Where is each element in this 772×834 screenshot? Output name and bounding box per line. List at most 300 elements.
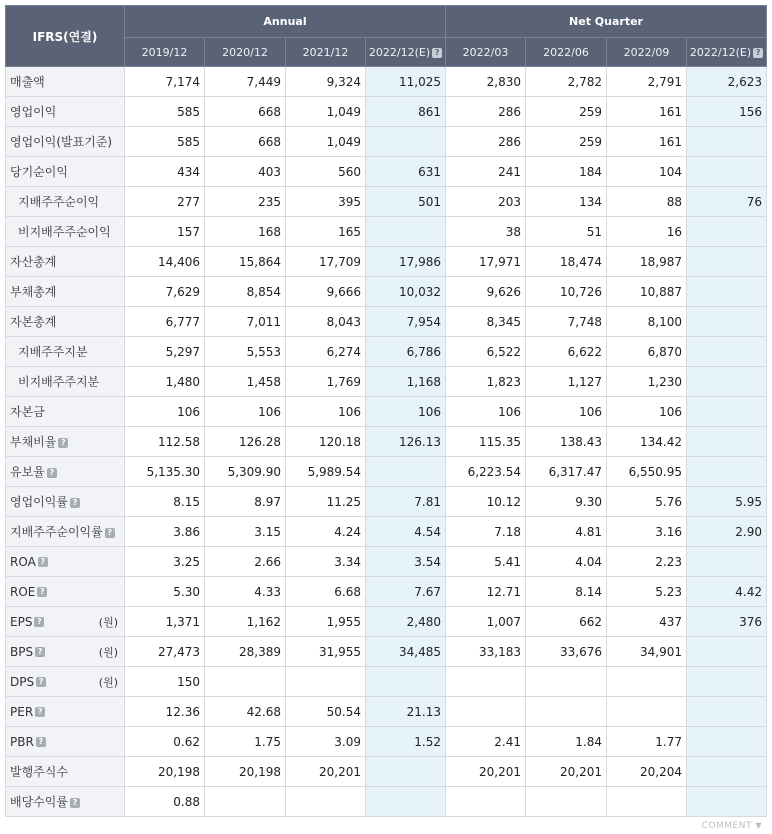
table-cell: 8,854 [205,277,286,307]
chevron-down-icon: ▼ [755,821,762,830]
table-cell: 138.43 [526,427,607,457]
table-row [6,547,767,577]
table-cell [526,667,607,697]
table-cell: 4.42 [687,577,767,607]
table-cell: 5.76 [607,487,687,517]
table-cell: 106 [125,397,205,427]
table-cell: 17,709 [286,247,366,277]
help-icon[interactable]: ? [34,617,44,627]
table-cell: 235 [205,187,286,217]
table-cell: 1.52 [366,727,446,757]
table-cell: 10,032 [366,277,446,307]
table-cell: 2,830 [446,67,526,97]
table-cell: 5.41 [446,547,526,577]
help-icon[interactable]: ? [35,647,45,657]
table-cell: 17,971 [446,247,526,277]
table-cell: 8.97 [205,487,286,517]
table-cell: 31,955 [286,637,366,667]
table-corner-header: IFRS(연결) [6,6,125,67]
table-cell: 6,870 [607,337,687,367]
period-header [687,38,767,67]
table-cell: 4.54 [366,517,446,547]
comment-toggle[interactable] [702,821,762,831]
table-cell: 27,473 [125,637,205,667]
row-label-text: 영업이익률 [10,495,68,509]
table-row [6,97,767,127]
table-cell: 1,480 [125,367,205,397]
table-cell [366,217,446,247]
table-row [6,637,767,667]
table-cell: 33,183 [446,637,526,667]
row-label [6,457,125,487]
table-cell: 1,162 [205,607,286,637]
table-cell: 33,676 [526,637,607,667]
table-row [6,157,767,187]
table-cell: 2,480 [366,607,446,637]
table-cell [607,667,687,697]
table-cell: 8.14 [526,577,607,607]
table-cell: 34,485 [366,637,446,667]
table-row [6,397,767,427]
row-label-text: 자본총계 [10,315,57,329]
table-cell: 403 [205,157,286,187]
row-label-text: 비지배주주순이익 [18,225,111,239]
table-cell: 2.90 [687,517,767,547]
table-cell: 3.09 [286,727,366,757]
table-cell: 0.62 [125,727,205,757]
row-label [6,577,125,607]
table-cell: 286 [446,97,526,127]
table-cell: 42.68 [205,697,286,727]
period-label: 2022/12(E) [368,45,431,59]
help-icon[interactable]: ? [35,707,45,717]
table-cell: 6,777 [125,307,205,337]
table-cell: 20,198 [125,757,205,787]
table-cell: 7,449 [205,67,286,97]
table-cell: 9,666 [286,277,366,307]
table-cell: 6.68 [286,577,366,607]
table-cell [687,427,767,457]
table-cell [687,727,767,757]
table-cell: 1,168 [366,367,446,397]
table-cell: 9,626 [446,277,526,307]
row-label-text: 영업이익 [10,105,57,119]
row-label-text: 영업이익(발표기준) [10,135,113,149]
table-cell: 1,127 [526,367,607,397]
table-cell [366,457,446,487]
row-label-text: BPS [10,644,34,659]
period-label: 2020/12 [222,45,268,59]
table-cell [526,697,607,727]
help-icon[interactable]: ? [36,737,46,747]
table-cell [366,787,446,817]
row-label-text: 발행주식수 [10,765,68,779]
table-cell: 115.35 [446,427,526,457]
table-cell: 1.77 [607,727,687,757]
table-cell: 3.34 [286,547,366,577]
row-label [6,187,125,217]
table-cell: 18,474 [526,247,607,277]
table-row [6,517,767,547]
table-cell [687,337,767,367]
table-cell: 120.18 [286,427,366,457]
table-cell: 3.86 [125,517,205,547]
period-header [526,38,607,67]
table-cell: 259 [526,127,607,157]
row-label-text: 지배주주지분 [18,345,88,359]
table-cell: 7.18 [446,517,526,547]
table-body [6,67,767,817]
table-cell: 10.12 [446,487,526,517]
table-cell: 585 [125,127,205,157]
table-cell: 4.33 [205,577,286,607]
help-icon[interactable]: ? [432,48,442,58]
help-icon[interactable]: ? [70,498,80,508]
unit-label: (원) [98,645,118,659]
table-cell: 4.81 [526,517,607,547]
row-label-text: PBR [10,734,34,749]
table-cell: 2.41 [446,727,526,757]
table-cell: 88 [607,187,687,217]
table-cell: 126.28 [205,427,286,457]
row-label-text: DPS [10,674,35,689]
table-cell: 9.30 [526,487,607,517]
row-label [6,547,125,577]
table-cell: 7,174 [125,67,205,97]
table-cell: 150 [125,667,205,697]
table-row [6,727,767,757]
table-cell: 277 [125,187,205,217]
table-cell: 7,011 [205,307,286,337]
table-row [6,607,767,637]
table-cell: 28,389 [205,637,286,667]
table-cell: 8,345 [446,307,526,337]
table-cell: 7,629 [125,277,205,307]
table-cell: 3.15 [205,517,286,547]
table-cell: 106 [205,397,286,427]
table-row [6,337,767,367]
table-cell: 3.16 [607,517,687,547]
table-cell: 165 [286,217,366,247]
table-cell [687,247,767,277]
row-label [6,277,125,307]
period-header [205,38,286,67]
table-cell: 7.67 [366,577,446,607]
table-cell: 3.54 [366,547,446,577]
table-cell: 21.13 [366,697,446,727]
row-label [6,697,125,727]
table-cell: 34,901 [607,637,687,667]
period-header [607,38,687,67]
row-label-text: 부채총계 [10,285,57,299]
row-label-text: 자본금 [10,405,45,419]
help-icon[interactable]: ? [36,677,46,687]
table-cell [687,637,767,667]
row-label [6,487,125,517]
table-cell: 8.15 [125,487,205,517]
table-cell: 6,522 [446,337,526,367]
table-row [6,487,767,517]
row-label [6,307,125,337]
table-cell [687,157,767,187]
table-cell: 20,201 [286,757,366,787]
table-cell: 112.58 [125,427,205,457]
table-cell: 1,458 [205,367,286,397]
help-icon[interactable]: ? [70,798,80,808]
table-cell: 560 [286,157,366,187]
quarter-group-header: Net Quarter [446,6,767,38]
table-cell: 16 [607,217,687,247]
help-icon[interactable]: ? [38,557,48,567]
table-cell: 20,198 [205,757,286,787]
table-cell [687,277,767,307]
table-cell [286,787,366,817]
table-cell: 668 [205,97,286,127]
table-cell [446,787,526,817]
table-cell: 7,954 [366,307,446,337]
row-label [6,787,125,817]
period-header [366,38,446,67]
row-label-text: 지배주주순이익률 [10,525,103,539]
table-cell: 5.95 [687,487,767,517]
table-cell: 662 [526,607,607,637]
table-cell [687,547,767,577]
table-cell: 1,230 [607,367,687,397]
table-cell [687,217,767,247]
row-label [6,367,125,397]
table-row [6,127,767,157]
table-cell: 2,791 [607,67,687,97]
table-row [6,427,767,457]
table-cell: 5.30 [125,577,205,607]
table-cell: 50.54 [286,697,366,727]
row-label [6,607,125,637]
table-cell: 20,201 [446,757,526,787]
row-label [6,157,125,187]
help-icon[interactable]: ? [58,438,68,448]
table-cell: 4.24 [286,517,366,547]
table-cell: 376 [687,607,767,637]
table-cell [687,397,767,427]
table-cell: 134.42 [607,427,687,457]
table-cell: 861 [366,97,446,127]
table-cell: 8,100 [607,307,687,337]
row-label-text: ROA [10,554,36,569]
table-cell: 14,406 [125,247,205,277]
table-row [6,217,767,247]
table-cell [607,787,687,817]
table-cell [687,787,767,817]
row-label [6,127,125,157]
row-label-text: 지배주주순이익 [18,195,100,209]
table-cell: 501 [366,187,446,217]
table-row [6,757,767,787]
table-cell [687,307,767,337]
table-cell [687,667,767,697]
row-label-text: 당기순이익 [10,165,68,179]
row-label [6,247,125,277]
period-label: 2022/06 [543,45,589,59]
row-label-text: PER [10,704,34,719]
table-cell: 9,324 [286,67,366,97]
table-row [6,787,767,817]
table-row [6,577,767,607]
table-cell: 2.66 [205,547,286,577]
table-cell: 12.36 [125,697,205,727]
table-cell: 11.25 [286,487,366,517]
row-label [6,667,125,697]
table-cell: 17,986 [366,247,446,277]
financial-summary-panel [5,5,766,817]
table-cell [446,697,526,727]
table-cell [687,457,767,487]
row-label [6,397,125,427]
table-cell: 1.75 [205,727,286,757]
table-row [6,277,767,307]
help-icon[interactable]: ? [753,48,763,58]
table-cell: 184 [526,157,607,187]
table-cell: 20,204 [607,757,687,787]
table-cell: 5,989.54 [286,457,366,487]
table-row [6,367,767,397]
table-cell [286,667,366,697]
row-label [6,727,125,757]
period-label: 2019/12 [141,45,188,59]
table-cell: 7.81 [366,487,446,517]
table-cell: 241 [446,157,526,187]
table-cell: 168 [205,217,286,247]
row-label-text: 유보율 [10,465,45,479]
table-cell: 106 [366,397,446,427]
table-cell: 1.84 [526,727,607,757]
table-cell [366,127,446,157]
table-cell: 395 [286,187,366,217]
table-cell: 161 [607,97,687,127]
row-label [6,337,125,367]
table-cell: 10,726 [526,277,607,307]
table-cell: 6,550.95 [607,457,687,487]
table-cell: 2.23 [607,547,687,577]
table-cell: 134 [526,187,607,217]
table-cell: 18,987 [607,247,687,277]
table-cell: 20,201 [526,757,607,787]
table-cell: 104 [607,157,687,187]
table-cell: 106 [607,397,687,427]
row-label [6,427,125,457]
table-cell: 7,748 [526,307,607,337]
table-cell: 1,371 [125,607,205,637]
table-cell [205,667,286,697]
table-cell: 2,782 [526,67,607,97]
period-header [125,38,205,67]
help-icon[interactable]: ? [105,528,115,538]
help-icon[interactable]: ? [37,587,47,597]
table-cell: 157 [125,217,205,247]
row-label [6,67,125,97]
table-cell: 156 [687,97,767,127]
table-cell: 6,317.47 [526,457,607,487]
period-header [446,38,526,67]
table-cell [687,127,767,157]
table-cell: 1,007 [446,607,526,637]
table-cell: 5,135.30 [125,457,205,487]
table-cell: 286 [446,127,526,157]
row-label-text: EPS [10,614,33,629]
table-cell: 6,786 [366,337,446,367]
period-label: 2022/03 [462,45,509,59]
row-label [6,97,125,127]
table-cell: 585 [125,97,205,127]
table-cell [205,787,286,817]
table-row [6,67,767,97]
table-cell [366,757,446,787]
table-cell: 1,769 [286,367,366,397]
table-cell: 12.71 [446,577,526,607]
table-cell: 4.04 [526,547,607,577]
table-cell [526,787,607,817]
annual-group-header: Annual [125,6,446,38]
comment-label: COMMENT [701,821,752,831]
table-cell: 5,309.90 [205,457,286,487]
row-label-text: 매출액 [10,75,45,89]
table-cell [446,667,526,697]
table-cell: 1,049 [286,97,366,127]
period-label: 2021/12 [302,45,349,59]
table-cell: 2,623 [687,67,767,97]
period-label: 2022/12(E) [689,45,752,59]
table-cell: 38 [446,217,526,247]
help-icon[interactable]: ? [47,468,57,478]
table-cell: 5.23 [607,577,687,607]
table-cell [366,667,446,697]
table-cell: 10,887 [607,277,687,307]
table-cell: 434 [125,157,205,187]
table-cell: 15,864 [205,247,286,277]
table-cell: 631 [366,157,446,187]
table-row [6,457,767,487]
table-cell: 668 [205,127,286,157]
financial-summary-table [5,5,767,817]
table-cell: 6,274 [286,337,366,367]
row-label [6,637,125,667]
table-cell: 437 [607,607,687,637]
unit-label: (원) [98,675,118,689]
unit-label: (원) [98,615,118,629]
table-cell [687,697,767,727]
table-cell: 6,223.54 [446,457,526,487]
table-cell: 161 [607,127,687,157]
row-label-text: 부채비율 [10,435,57,449]
table-cell [687,367,767,397]
table-cell: 5,297 [125,337,205,367]
row-label-text: 배당수익률 [10,795,68,809]
period-header [286,38,366,67]
table-cell: 6,622 [526,337,607,367]
row-label [6,217,125,247]
table-cell: 0.88 [125,787,205,817]
table-cell: 11,025 [366,67,446,97]
table-cell: 106 [526,397,607,427]
table-cell: 1,049 [286,127,366,157]
table-cell: 1,823 [446,367,526,397]
table-cell: 106 [286,397,366,427]
table-row [6,307,767,337]
table-cell: 51 [526,217,607,247]
row-label [6,757,125,787]
table-cell: 3.25 [125,547,205,577]
table-cell: 76 [687,187,767,217]
table-row [6,667,767,697]
